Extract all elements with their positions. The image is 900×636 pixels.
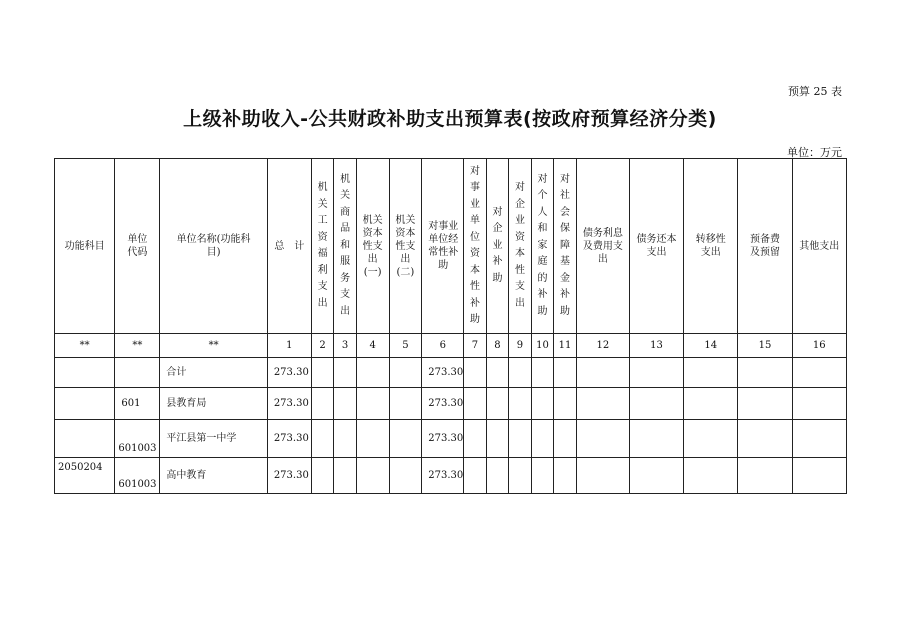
index-cell: 14 (684, 334, 738, 358)
header-cell: 单位名称(功能科目) (160, 159, 267, 334)
unit-code-cell: 601 (115, 388, 160, 420)
func-code-cell: 2050204 (55, 458, 115, 494)
index-cell: 8 (486, 334, 509, 358)
func-code-cell (55, 420, 115, 458)
unit-code-cell: 601003 (115, 420, 160, 458)
header-cell: 机关工资福利支出 (311, 159, 334, 334)
total-cell: 273.30 (267, 388, 311, 420)
unit-name-cell: 县教育局 (160, 388, 267, 420)
header-cell: 对企业资本性支出 (509, 159, 532, 334)
header-cell: 机关资本性支出(二) (389, 159, 422, 334)
header-cell: 单位代码 (115, 159, 160, 334)
budget-table (54, 158, 847, 494)
unit-label: 单位：万元 (787, 146, 842, 159)
index-cell: 3 (334, 334, 357, 358)
index-cell: 10 (531, 334, 554, 358)
header-cell: 功能科目 (55, 159, 115, 334)
header-cell: 对个人和家庭的补助 (531, 159, 554, 334)
index-cell: 13 (629, 334, 683, 358)
index-cell: 11 (554, 334, 577, 358)
value-cell: 273.30 (422, 388, 464, 420)
index-cell: 5 (389, 334, 422, 358)
index-cell: 12 (576, 334, 629, 358)
header-cell: 其他支出 (792, 159, 846, 334)
index-cell: 9 (509, 334, 532, 358)
index-cell: ** (115, 334, 160, 358)
header-cell: 机关资本性支出(一) (356, 159, 389, 334)
unit-name-cell: 高中教育 (160, 458, 267, 494)
index-cell: 15 (738, 334, 792, 358)
value-cell: 273.30 (422, 458, 464, 494)
total-cell: 273.30 (267, 420, 311, 458)
header-row (55, 159, 847, 334)
index-row (55, 334, 847, 358)
value-cell: 273.30 (422, 420, 464, 458)
value-cell: 273.30 (422, 358, 464, 388)
unit-code-cell: 601003 (115, 458, 160, 494)
total-cell: 273.30 (267, 458, 311, 494)
header-cell: 债务还本支出 (629, 159, 683, 334)
header-cell: 机关商品和服务支出 (334, 159, 357, 334)
total-cell: 273.30 (267, 358, 311, 388)
header-cell: 对企业补助 (486, 159, 509, 334)
index-cell: ** (160, 334, 267, 358)
unit-name-cell: 合计 (160, 358, 267, 388)
index-cell: 6 (422, 334, 464, 358)
header-cell: 债务利息及费用支出 (576, 159, 629, 334)
index-cell: 7 (464, 334, 487, 358)
func-code-cell (55, 358, 115, 388)
unit-name-cell: 平江县第一中学 (160, 420, 267, 458)
header-cell: 对社会保障基金补助 (554, 159, 577, 334)
header-cell: 预备费及预留 (738, 159, 792, 334)
table-row (55, 420, 847, 458)
unit-code-cell (115, 358, 160, 388)
table-row (55, 458, 847, 494)
header-cell: 对事业单位经常性补助 (422, 159, 464, 334)
index-cell: 1 (267, 334, 311, 358)
table-row (55, 358, 847, 388)
page-title: 上级补助收入-公共财政补助支出预算表(按政府预算经济分类) (183, 108, 717, 130)
header-cell: 对事业单位资本性补助 (464, 159, 487, 334)
header-cell: 总 计 (267, 159, 311, 334)
header-cell: 转移性支出 (684, 159, 738, 334)
index-cell: 2 (311, 334, 334, 358)
index-cell: 4 (356, 334, 389, 358)
table-row (55, 388, 847, 420)
index-cell: 16 (792, 334, 846, 358)
index-cell: ** (55, 334, 115, 358)
table-code: 预算 25 表 (788, 85, 842, 98)
func-code-cell (55, 388, 115, 420)
